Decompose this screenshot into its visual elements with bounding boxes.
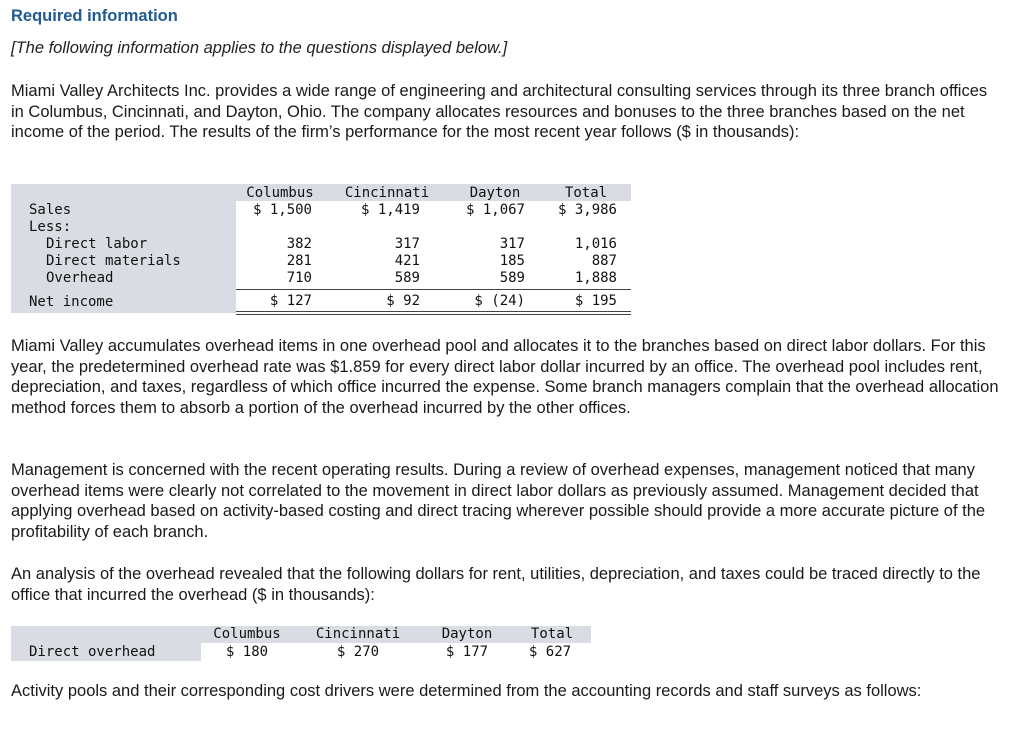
paragraph-management: Management is concerned with the recent operating results. During a review of overhead expenses, management noticed that many overhead items were clearly not correlated to the movement in direct labor dollars as previously assumed. Management decided that applying overhead based on activity-based costing and direct tracing wherever possible should provide a more accurate picture of the profitability of each branch. xyxy=(11,461,986,541)
cell: $ 127 xyxy=(269,293,312,309)
row-label-less: Less: xyxy=(29,219,72,235)
cell: $ 627 xyxy=(528,644,572,660)
row-label-direct-labor: Direct labor xyxy=(46,236,148,252)
cell: $ 1,067 xyxy=(465,202,525,218)
cell: $ 1,419 xyxy=(360,202,420,218)
paragraph-activity-pools: Activity pools and their corresponding cost drivers were determined from the accounting records and staff surveys as follows: xyxy=(11,682,922,700)
col-header-total: Total xyxy=(564,185,608,201)
cell: $ 3,986 xyxy=(557,202,617,218)
cell: 421 xyxy=(394,253,420,269)
col-header-columbus: Columbus xyxy=(246,185,314,201)
subtotal-rule xyxy=(236,289,631,290)
paragraph-analysis: An analysis of the overhead revealed that the following dollars for rent, utilities, depreciation, and taxes could be traced directly to the office that incurred the overhead ($ in thousands): xyxy=(11,565,981,604)
row-label-net-income: Net income xyxy=(29,294,114,310)
col-header-dayton: Dayton xyxy=(469,185,521,201)
col-header-total: Total xyxy=(530,626,574,642)
total-rule-bottom xyxy=(236,314,631,315)
col-header-cincinnati: Cincinnati xyxy=(344,185,430,201)
cell: 589 xyxy=(499,270,525,286)
cell: 1,888 xyxy=(574,270,617,286)
row-label-direct-overhead: Direct overhead xyxy=(29,644,156,660)
cell: $ 180 xyxy=(225,644,269,660)
heading: Required information xyxy=(11,7,178,25)
row-label-direct-materials: Direct materials xyxy=(46,253,181,269)
col-header-cincinnati: Cincinnati xyxy=(315,626,401,642)
cell: $ 177 xyxy=(445,644,489,660)
cell: 185 xyxy=(499,253,525,269)
cell: 382 xyxy=(286,236,312,252)
col-header-columbus: Columbus xyxy=(213,626,281,642)
cell: 887 xyxy=(591,253,617,269)
cell: 317 xyxy=(394,236,420,252)
row-label-overhead: Overhead xyxy=(46,270,114,286)
col-header-dayton: Dayton xyxy=(441,626,493,642)
cell: $ 270 xyxy=(336,644,380,660)
table-header-shading xyxy=(11,184,631,201)
cell: 317 xyxy=(499,236,525,252)
total-rule-top xyxy=(236,311,631,312)
cell: $ 92 xyxy=(386,293,420,309)
paragraph-overhead-allocation: Miami Valley accumulates overhead items in one overhead pool and allocates it to the branches based on direct labor dollars. For this year, the predetermined overhead rate was $1.859 for every direct labor dollar incurred by an office. The overhead pool includes rent, depreciation, and taxes, regardless of which office incurred the expense. Some branch managers complain that the overhead allocation method forces them to absorb a portion of the overhead incurred by the other offices. xyxy=(11,337,999,417)
cell: $ 195 xyxy=(574,293,617,309)
cell: 589 xyxy=(394,270,420,286)
intro-note: [The following information applies to the questions displayed below.] xyxy=(11,39,508,57)
cell: 710 xyxy=(286,270,312,286)
cell: 1,016 xyxy=(574,236,617,252)
row-label-sales: Sales xyxy=(29,202,72,218)
paragraph-company: Miami Valley Architects Inc. provides a wide range of engineering and architectural consulting services through its three branch offices in Columbus, Cincinnati, and Dayton, Ohio. The company allocates resources and bonuses to the three branches based on the net income of the period. The results of the firm’s performance for the most recent year follows ($ in thousands): xyxy=(11,82,988,141)
cell: $ 1,500 xyxy=(252,202,312,218)
cell: 281 xyxy=(286,253,312,269)
cell: $ (24) xyxy=(474,293,525,309)
